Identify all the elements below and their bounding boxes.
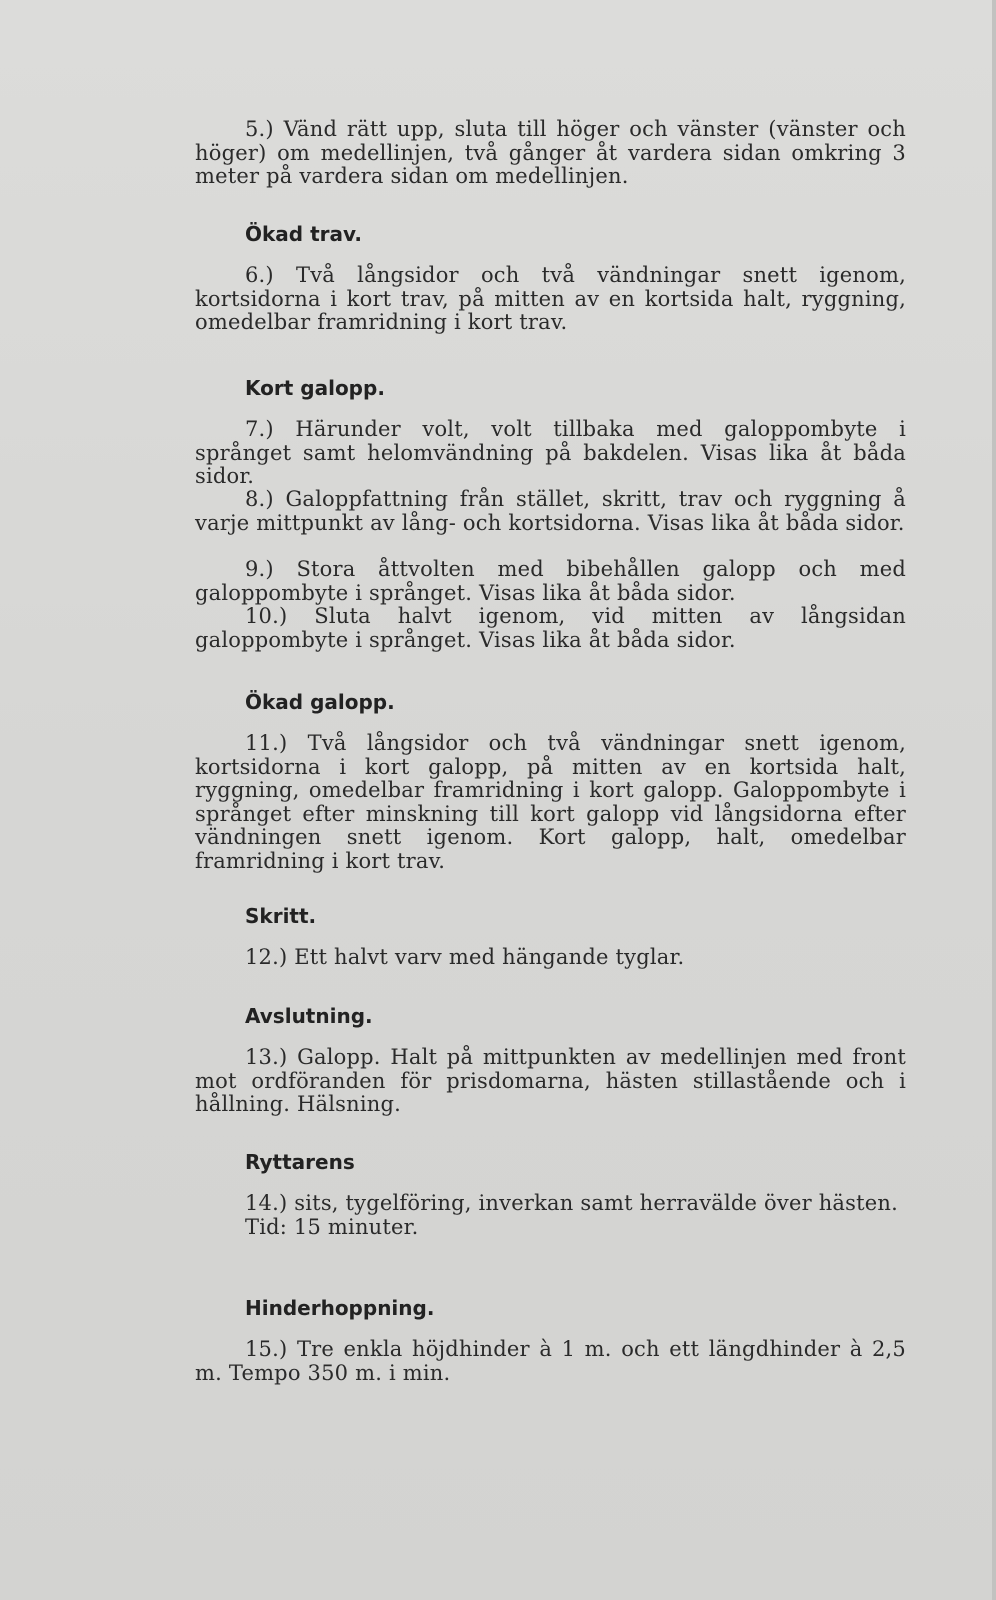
item-text: Två långsidor och två vändningar snett igenom, kortsidorna i kort galopp, på mitten av en kortsida halt, ryggning, omedelbar framridning i kort galopp. Galoppombyte i språnget efter minskning till kort galopp vid långsidorna efter vändningen snett igenom. Kort galopp, halt, omedelbar framridning i kort trav. <box>195 731 906 873</box>
item-number: 6.) <box>245 263 274 287</box>
item-number: 11.) <box>245 731 288 755</box>
item-11 <box>195 732 906 873</box>
item-12 <box>195 946 906 970</box>
item-10 <box>195 605 906 652</box>
item-number: 9.) <box>245 557 274 581</box>
heading-okad-trav: Ökad trav. <box>245 222 363 246</box>
heading-okad-galopp: Ökad galopp. <box>245 690 395 714</box>
item-text: Ett halvt varv med hängande tyglar. <box>294 945 685 969</box>
item-6 <box>195 264 906 335</box>
item-5 <box>195 118 906 189</box>
item-number: 7.) <box>245 417 274 441</box>
item-text: Stora åttvolten med bibehållen galopp och med galoppombyte i språnget. Visas lika åt båda sidor. <box>195 557 906 605</box>
heading-ryttarens: Ryttarens <box>245 1150 355 1174</box>
page-edge <box>992 0 996 1600</box>
item-15 <box>195 1338 906 1385</box>
heading-skritt: Skritt. <box>245 904 317 928</box>
heading-avslutning: Avslutning. <box>245 1004 373 1028</box>
time-note: Tid: 15 minuter. <box>245 1214 419 1239</box>
item-number: 14.) <box>245 1191 288 1215</box>
item-14 <box>195 1192 906 1239</box>
item-text: Sluta halvt igenom, vid mitten av långsidan galoppombyte i språnget. Visas lika åt båda sidor. <box>195 604 906 652</box>
item-text: Härunder volt, volt tillbaka med galoppombyte i språnget samt helomvändning på bakdelen. Visas lika åt båda sidor. <box>195 417 906 488</box>
item-13 <box>195 1046 906 1117</box>
item-text: Tre enkla höjdhinder à 1 m. och ett längdhinder à 2,5 m. Tempo 350 m. i min. <box>195 1337 906 1385</box>
item-text: Galopp. Halt på mittpunkten av medellinjen med front mot ordföranden för prisdomarna, hästen stillastående och i hållning. Hälsning. <box>195 1045 906 1116</box>
item-text: Vänd rätt upp, sluta till höger och vänster (vänster och höger) om medellinjen, två gånger åt vardera sidan omkring 3 meter på vardera sidan om medellinjen. <box>195 117 906 188</box>
item-8 <box>195 488 906 535</box>
item-number: 10.) <box>245 604 288 628</box>
item-text: sits, tygelföring, inverkan samt herravälde över hästen. <box>294 1191 898 1215</box>
item-number: 13.) <box>245 1045 288 1069</box>
item-number: 5.) <box>245 117 274 141</box>
heading-hinderhoppning: Hinderhoppning. <box>245 1296 435 1320</box>
item-7 <box>195 418 906 489</box>
item-9 <box>195 558 906 605</box>
heading-kort-galopp: Kort galopp. <box>245 376 385 400</box>
item-text: Två långsidor och två vändningar snett igenom, kortsidorna i kort trav, på mitten av en kortsida halt, ryggning, omedelbar framridning i kort trav. <box>195 263 906 334</box>
item-number: 15.) <box>245 1337 288 1361</box>
item-number: 12.) <box>245 945 288 969</box>
item-text: Galoppfattning från stället, skritt, trav och ryggning å varje mittpunkt av lång- och kortsidorna. Visas lika åt båda sidor. <box>195 487 906 535</box>
item-number: 8.) <box>245 487 274 511</box>
